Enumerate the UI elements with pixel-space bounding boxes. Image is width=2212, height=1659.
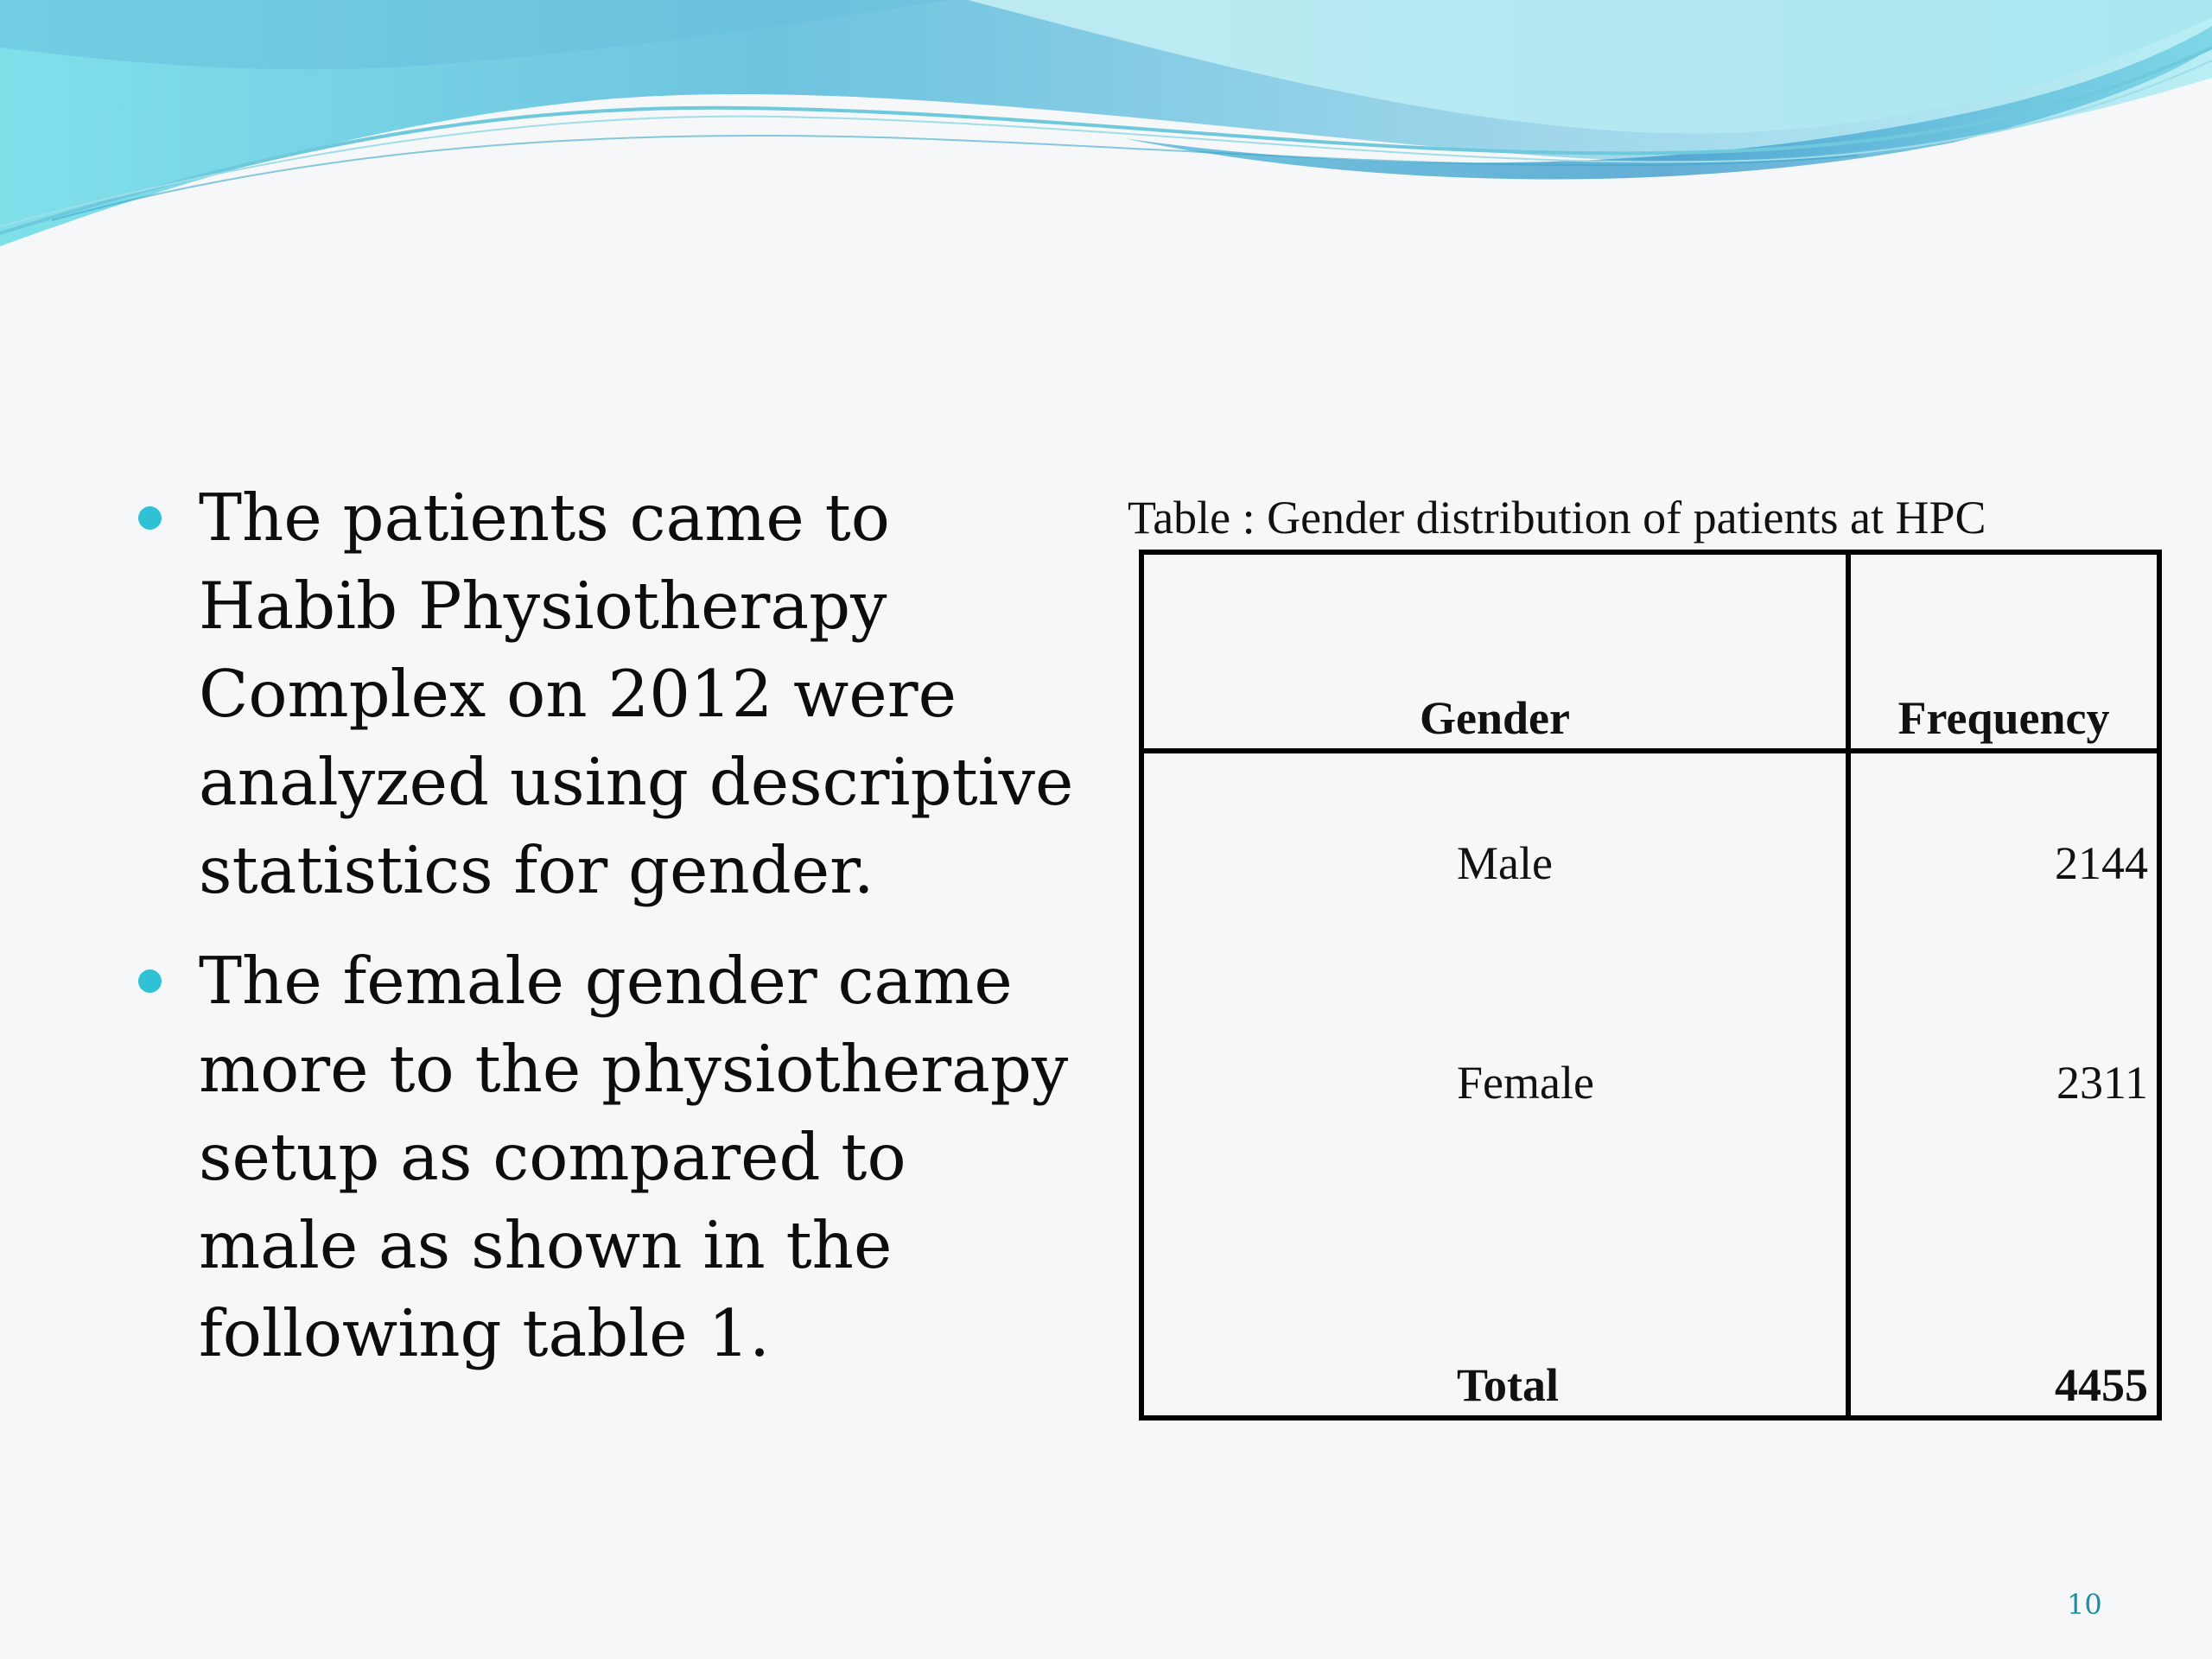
bullet-dot-icon — [138, 969, 162, 993]
column-header-gender: Gender — [1141, 552, 1848, 751]
table-header-row — [1141, 552, 2159, 751]
frequency-cell: 2144 — [1848, 751, 2159, 973]
bullet-item — [134, 937, 1084, 1377]
table-total-row — [1141, 1192, 2159, 1418]
bullet-dot-icon — [138, 506, 162, 530]
gender-distribution-table — [1139, 550, 2162, 1421]
frequency-cell: 2311 — [1848, 973, 2159, 1192]
bullet-text: The patients came to Habib Physiotherapy Complex on 2012 were analyzed using descriptive statistics for gender. — [199, 480, 1074, 908]
bullet-text: The female gender came more to the physiotherapy setup as compared to male as shown in the following table 1. — [199, 943, 1069, 1371]
gender-cell: Female — [1141, 973, 1848, 1192]
total-frequency-cell: 4455 — [1848, 1192, 2159, 1418]
table-row — [1141, 751, 2159, 973]
slide-number: 10 — [2067, 1588, 2102, 1621]
bullet-list — [134, 474, 1084, 1400]
total-label-cell: Total — [1141, 1192, 1848, 1418]
table-caption: Table : Gender distribution of patients at HPC — [1128, 492, 1986, 543]
column-header-frequency: Frequency — [1848, 552, 2159, 751]
table-row — [1141, 973, 2159, 1192]
gender-cell: Male — [1141, 751, 1848, 973]
header-wave-decoration — [0, 0, 2212, 259]
bullet-item — [134, 474, 1084, 914]
